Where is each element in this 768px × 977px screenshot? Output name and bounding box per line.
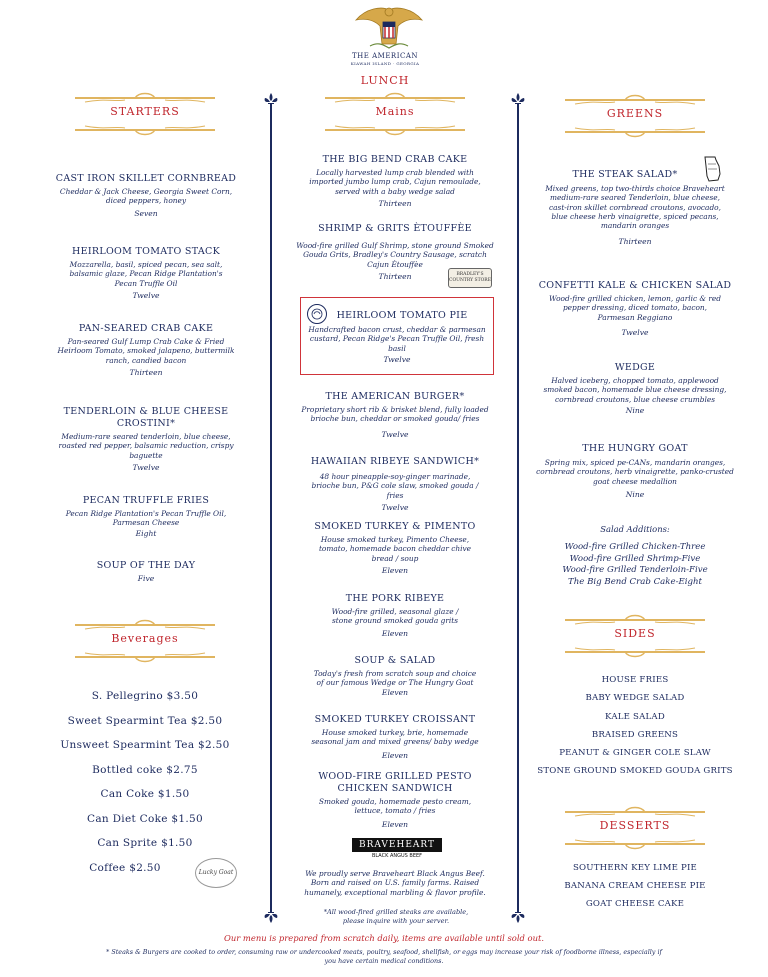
item-price: Eight (135, 528, 157, 538)
item-price: Five (137, 574, 155, 583)
salad-addition-item: Wood-fire Grilled Shrimp-Five (569, 553, 701, 564)
main-item (296, 771, 494, 829)
starter-item (52, 560, 240, 583)
side-item: STONE GROUND SMOKED GOUDA GRITS (537, 766, 733, 777)
item-title: THE BIG BEND CRAB CAKE (322, 154, 468, 165)
item-price: Thirteen (378, 198, 412, 208)
main-item-featured (304, 310, 490, 364)
fleur-de-lis-icon (511, 910, 525, 924)
item-description: Halved iceberg, chopped tomato, applewood smoked bacon, homemade blue cheese dressing, cornbread croutons, blue cheese crumbles (543, 376, 727, 404)
salad-addition-item: The Big Bend Crab Cake-Eight (568, 576, 702, 587)
item-title: CAST IRON SKILLET CORNBREAD (55, 173, 237, 184)
footer-consumer-advisory: * Steaks & Burgers are cooked to order, consuming raw or undercooked meats, poultry, seafood, shellfish, or eggs may increase your risk of foodborne illness, especially if you have certain medical conditions. (106, 948, 662, 965)
item-title: WEDGE (614, 362, 656, 373)
item-price: Nine (625, 489, 645, 499)
desserts-banner (565, 804, 705, 852)
side-item: HOUSE FRIES (601, 675, 669, 685)
starter-item (52, 323, 240, 377)
braveheart-description: We proudly serve Braveheart Black Angus Beef. Born and raised on U.S. family farms. Raised humanely, exceptional marbling & flavor profile. (304, 869, 486, 897)
sides-banner (565, 612, 705, 660)
item-price: Twelve (621, 327, 649, 337)
item-description: Proprietary short rib & brisket blend, fully loaded brioche bun, cheddar or smoked gouda/ fries (301, 405, 489, 424)
section-heading-beverages: Beverages (111, 632, 179, 645)
item-description: Medium-rare seared tenderloin, blue cheese, roasted red pepper, balsamic reduction, crispy baguette (58, 432, 234, 460)
salad-addition-item: Wood-fire Grilled Tenderloin-Five (562, 565, 708, 575)
footer-sold-out-note: Our menu is prepared from scratch daily, items are available until sold out. (224, 933, 544, 943)
desserts-list (530, 863, 740, 917)
braveheart-logo (352, 838, 442, 864)
item-title: TENDERLOIN & BLUE CHEESE CROSTINI* (63, 406, 229, 429)
item-description: Pan-seared Gulf Lump Crab Cake & Fried Heirloom Tomato, smoked jalapeno, buttermilk ranch, candied bacon (57, 337, 235, 365)
item-description: House smoked turkey, brie, homemade seasonal jam and mixed greens/ baby wedge (311, 728, 479, 747)
side-item: BABY WEDGE SALAD (585, 693, 685, 704)
item-title: HEIRLOOM TOMATO PIE (336, 310, 468, 321)
beverage-item: Unsweet Spearmint Tea $2.50 (60, 739, 230, 751)
beverage-item: Bottled coke $2.75 (92, 763, 198, 776)
item-price: Eleven (381, 750, 409, 760)
bradleys-country-store-logo: BRADLEY'S COUNTRY STORE (448, 268, 492, 288)
item-title: SMOKED TURKEY & PIMENTO (314, 521, 476, 532)
item-description: Smoked gouda, homemade pesto cream, lettuce, tomato / fries (318, 797, 472, 816)
item-price: Nine (625, 405, 645, 415)
item-price: Eleven (381, 819, 409, 829)
beverage-list (40, 690, 250, 886)
starter-item (52, 495, 240, 538)
item-price: Twelve (381, 502, 409, 512)
restaurant-subtitle: KIAWAH ISLAND · GEORGIA (350, 61, 420, 66)
item-description: Cheddar & Jack Cheese, Georgia Sweet Corn, diced peppers, honey (59, 187, 233, 206)
dessert-item: GOAT CHEESE CAKE (585, 899, 685, 909)
salad-additions (540, 524, 730, 588)
mains-banner (325, 90, 465, 138)
item-price: Twelve (381, 429, 409, 439)
section-heading-mains: Mains (375, 105, 415, 118)
braveheart-subtitle: BLACK ANGUS BEEF (371, 853, 423, 859)
item-title: WOOD-FIRE GRILLED PESTO CHICKEN SANDWICH (318, 771, 472, 794)
item-title: CONFETTI KALE & CHICKEN SALAD (538, 280, 732, 291)
item-price: Twelve (132, 462, 160, 472)
beverage-item: S. Pellegrino $3.50 (91, 690, 199, 702)
greens-item (540, 362, 730, 415)
starter-item (52, 406, 240, 472)
item-title: SOUP & SALAD (354, 655, 436, 666)
item-title: THE PORK RIBEYE (345, 593, 445, 604)
item-description: Handcrafted bacon crust, cheddar & parmesan custard, Pecan Ridge's Pecan Truffle Oil, fresh basil (308, 325, 486, 353)
greens-item (530, 280, 740, 337)
section-heading-starters: STARTERS (110, 105, 180, 118)
item-title: THE AMERICAN BURGER* (325, 391, 465, 402)
main-item (296, 391, 494, 439)
salad-addition-item: Wood-fire Grilled Chicken-Three (564, 542, 706, 552)
column-divider-left (270, 104, 272, 912)
item-price: Eleven (381, 687, 409, 697)
beverage-item: Can Sprite $1.50 (97, 837, 193, 849)
item-description: Wood-fire grilled chicken, lemon, garlic & red pepper dressing, diced tomato, bacon, Parmesan Reggiano (548, 294, 722, 322)
beverage-item: Can Coke $1.50 (100, 788, 190, 800)
main-item (296, 593, 494, 638)
greens-item (535, 443, 735, 499)
item-price: Seven (134, 208, 158, 218)
column-divider-right (517, 104, 519, 912)
dessert-item: BANANA CREAM CHEESE PIE (564, 881, 706, 891)
item-price: Twelve (132, 290, 160, 300)
fleur-de-lis-icon (264, 910, 278, 924)
restaurant-name: THE AMERICAN (351, 52, 418, 60)
greens-banner (565, 92, 705, 140)
starter-item (52, 173, 240, 218)
main-item (296, 714, 494, 760)
item-description: Mixed greens, top two-thirds choice Braveheart medium-rare seared Tenderloin, blue cheese, cast-iron skillet cornbread croutons, avocado, blue cheese herb vinaigrette, spiced pecans, mandarin oranges (545, 184, 725, 231)
main-item (296, 655, 494, 697)
item-title: SMOKED TURKEY CROISSANT (314, 714, 476, 725)
starter-item (52, 246, 240, 300)
item-description: Pecan Ridge Plantation's Pecan Truffle Oil, Parmesan Cheese (65, 509, 227, 528)
item-title: SHRIMP & GRITS ÈTOUFFÈE (318, 223, 472, 234)
side-item: PEANUT & GINGER COLE SLAW (559, 748, 711, 759)
greens-item (540, 169, 730, 246)
item-title: SOUP OF THE DAY (96, 560, 196, 571)
item-title: PAN-SEARED CRAB CAKE (78, 323, 214, 334)
item-description: Mozzarella, basil, spiced pecan, sea salt, balsamic glaze, Pecan Ridge Plantation's Pecan Truffle Oil (69, 260, 223, 288)
item-description: Locally harvested lump crab blended with imported jumbo lump crab, Cajun remoulade, served with a baby wedge salad (309, 168, 481, 196)
section-heading-sides: SIDES (614, 627, 656, 640)
item-title: PECAN TRUFFLE FRIES (82, 495, 210, 506)
dessert-item: SOUTHERN KEY LIME PIE (572, 863, 698, 873)
item-description: Spring mix, spiced pe-CANs, mandarin oranges, cornbread croutons, herb vinaigrette, panko-crusted goat cheese medallion (536, 458, 734, 486)
item-title: HEIRLOOM TOMATO STACK (72, 246, 220, 257)
salad-additions-title: Salad Additions: (600, 524, 670, 534)
item-title: THE STEAK SALAD* (572, 169, 678, 180)
braveheart-note (300, 869, 490, 897)
starters-banner (75, 90, 215, 138)
side-item: BRAISED GREENS (591, 729, 679, 740)
steak-availability-note: *All wood-fired grilled steaks are available, please inquire with your server. (323, 908, 469, 925)
item-price: Eleven (381, 628, 409, 638)
braveheart-wordmark: BRAVEHEART (352, 838, 442, 852)
item-description: 48 hour pineapple-soy-ginger marinade, brioche bun, P&G cole slaw, smoked gouda / fries (311, 472, 479, 500)
main-item (296, 456, 494, 512)
side-item: KALE SALAD (605, 711, 665, 722)
item-price: Thirteen (618, 237, 652, 247)
lucky-goat-logo: Lucky Goat (195, 858, 237, 888)
item-description: Wood-fire grilled, seasonal glaze / stone ground smoked gouda grits (331, 607, 459, 626)
section-heading-greens: GREENS (606, 107, 664, 120)
item-description: House smoked turkey, Pimento Cheese, tomato, homemade bacon cheddar chive bread / soup (318, 535, 472, 563)
sides-list (530, 675, 740, 785)
item-price: Thirteen (129, 367, 163, 377)
item-description: Wood-fire grilled Gulf Shrimp, stone ground Smoked Gouda Grits, Bradley's Country Sausage, scratch Cajun Ètouffèe (296, 241, 494, 269)
beverage-item: Coffee $2.50 (89, 861, 161, 874)
beverages-banner (75, 617, 215, 665)
main-item (296, 521, 494, 575)
item-price: Eleven (381, 565, 409, 575)
item-price: Twelve (383, 354, 411, 364)
item-title: THE HUNGRY GOAT (582, 443, 688, 454)
item-title: HAWAIIAN RIBEYE SANDWICH* (310, 456, 480, 467)
beverage-item: Can Diet Coke $1.50 (87, 812, 203, 825)
main-item (296, 154, 494, 208)
section-heading-desserts: DESSERTS (599, 819, 671, 832)
meal-title: LUNCH (360, 74, 410, 87)
steak-note (316, 908, 476, 925)
item-price: Thirteen (378, 271, 412, 281)
beverage-item: Sweet Spearmint Tea $2.50 (67, 714, 223, 727)
item-description: Today's fresh from scratch soup and choice of our famous Wedge or The Hungry Goat (313, 669, 477, 688)
